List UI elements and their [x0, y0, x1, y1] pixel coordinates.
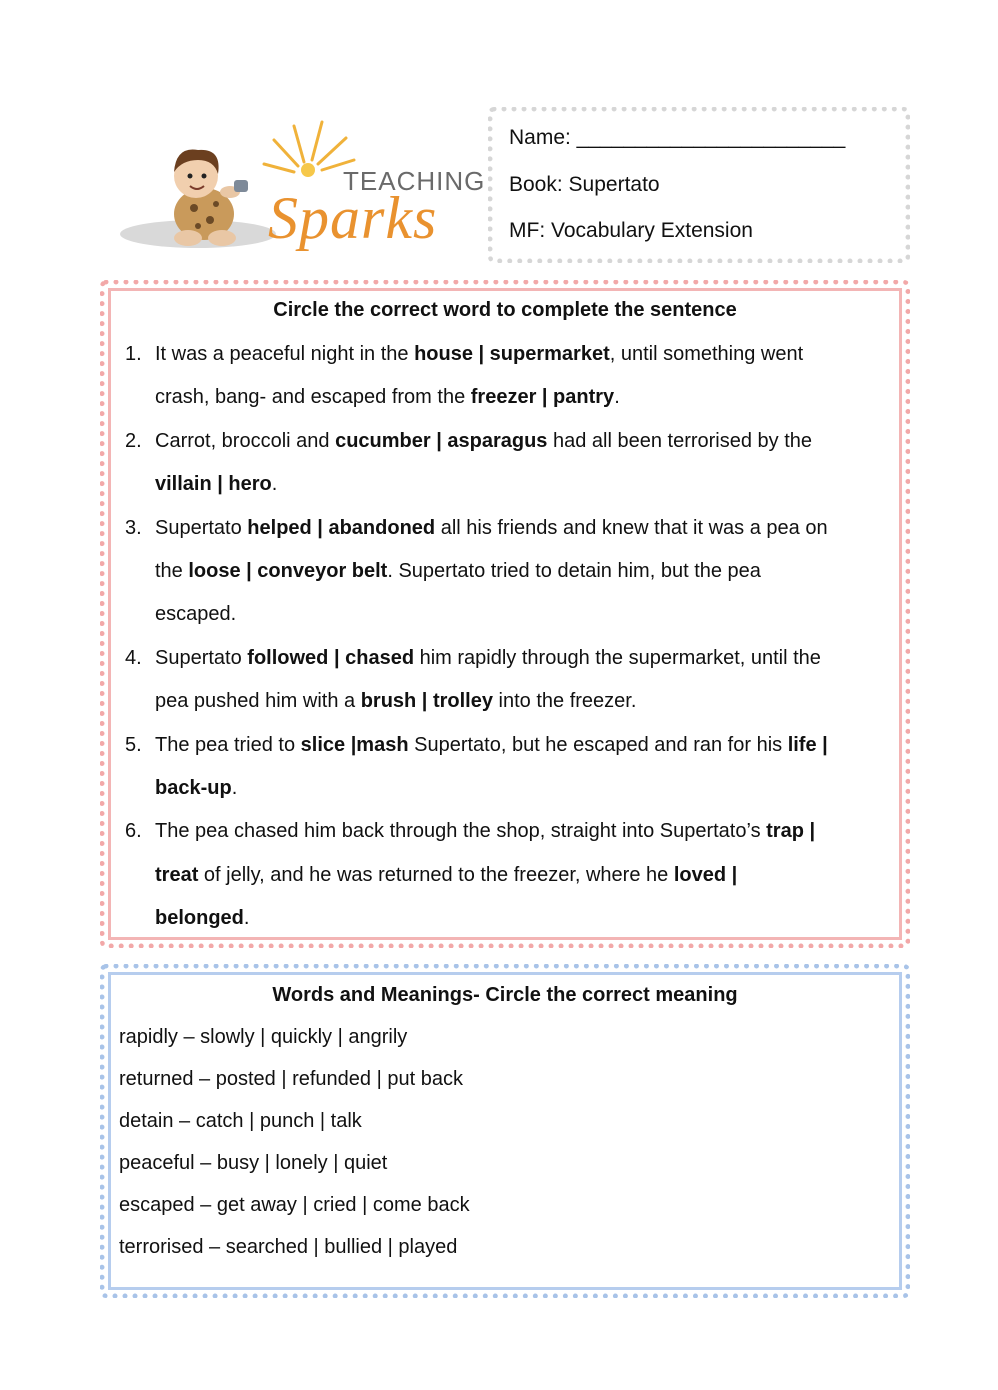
meaning-line: escaped – get away | cried | come back [119, 1194, 470, 1216]
sentence-text: . [243, 907, 250, 930]
sentence-text: into the freezer. [492, 690, 637, 713]
question-line [155, 386, 620, 409]
sentence-exercise-box [100, 280, 910, 948]
sentence-text: had all been terrorised by the [547, 429, 813, 452]
word-choice[interactable]: slice |mash [300, 733, 409, 756]
sentence-text: Supertato, but he escaped and ran for his [408, 733, 788, 756]
question-line [155, 820, 815, 843]
question-line [155, 907, 249, 930]
word-meanings-box [100, 964, 910, 1298]
sentence-text: Carrot, broccoli and [155, 429, 336, 452]
question-line [155, 473, 277, 496]
word-choice[interactable]: belonged [155, 907, 244, 930]
sentence-text: The pea tried to [155, 733, 301, 756]
word-choice[interactable]: brush | trolley [360, 690, 493, 713]
sentence-text: , until something went [609, 343, 804, 365]
question-number: 6. [125, 820, 142, 843]
sentence-text: all his friends and knew that it was a pea on [435, 516, 828, 539]
word-choice[interactable]: freezer | pantry [470, 386, 615, 409]
name-line: Name: _______________________ [509, 126, 846, 149]
question-number: 5. [125, 733, 142, 756]
meaning-line: returned – posted | refunded | put back [119, 1068, 463, 1090]
meaning-line: terrorised – searched | bullied | played [119, 1236, 458, 1258]
sentence-text: . [231, 777, 238, 799]
question-number: 2. [125, 429, 142, 452]
word-choice[interactable]: life | [787, 733, 828, 756]
sentence-text: him rapidly through the supermarket, until the [414, 646, 821, 669]
mf-line: MF: Vocabulary Extension [509, 219, 753, 242]
word-choice[interactable]: trap | [766, 820, 816, 843]
word-choice[interactable]: cucumber | asparagus [335, 429, 548, 452]
section2-title: Words and Meanings- Circle the correct meaning [272, 984, 738, 1006]
word-choice[interactable]: villain | hero [155, 473, 272, 496]
teaching-sparks-logo [118, 116, 484, 260]
meaning-line: peaceful – busy | lonely | quiet [119, 1152, 388, 1174]
word-choice[interactable]: loved | [673, 863, 738, 886]
sentence-text: . [271, 473, 278, 496]
word-choice[interactable]: back-up [155, 777, 232, 799]
question-line [155, 430, 812, 453]
sentence-text: escaped. [155, 603, 237, 626]
sentence-text: Supertato [155, 646, 248, 669]
question-line [155, 690, 636, 713]
sentence-text: It was a peaceful night in the [155, 343, 415, 365]
student-info-box [488, 107, 910, 263]
question-line [155, 603, 236, 626]
meaning-line: detain – catch | punch | talk [119, 1110, 362, 1132]
sentence-text: of jelly, and he was returned to the freezer, where he [198, 863, 674, 886]
question-number: 1. [125, 343, 142, 365]
question-line [155, 777, 237, 800]
sentence-text: The pea chased him back through the shop, straight into Supertato’s [155, 820, 767, 843]
word-choice[interactable]: loose | conveyor belt [188, 560, 388, 582]
word-choice[interactable]: treat [155, 863, 199, 886]
word-choice[interactable]: followed | chased [247, 646, 415, 669]
section1-title: Circle the correct word to complete the sentence [273, 299, 737, 321]
question-line [155, 734, 828, 757]
word-choice[interactable]: helped | abandoned [247, 516, 436, 539]
sentence-text: the [155, 560, 189, 582]
logo-sparks-text: Sparks [268, 185, 438, 251]
sentence-text: pea pushed him with a [155, 690, 361, 713]
question-number: 3. [125, 516, 142, 539]
question-line [155, 517, 828, 540]
sentence-text: crash, bang- and escaped from the [155, 386, 471, 409]
question-number: 4. [125, 646, 142, 669]
sentence-text: . [614, 386, 620, 409]
book-line: Book: Supertato [509, 173, 660, 196]
word-choice[interactable]: house | supermarket [414, 343, 610, 365]
sentence-text: Supertato [155, 516, 248, 539]
meaning-line: rapidly – slowly | quickly | angrily [119, 1026, 408, 1048]
question-line [155, 343, 803, 366]
sentence-text: . Supertato tried to detain him, but the pea [387, 560, 761, 582]
question-line [155, 560, 761, 583]
question-line [155, 647, 821, 670]
question-line [155, 864, 737, 887]
logo-teaching-text: TEACHING [343, 166, 486, 196]
